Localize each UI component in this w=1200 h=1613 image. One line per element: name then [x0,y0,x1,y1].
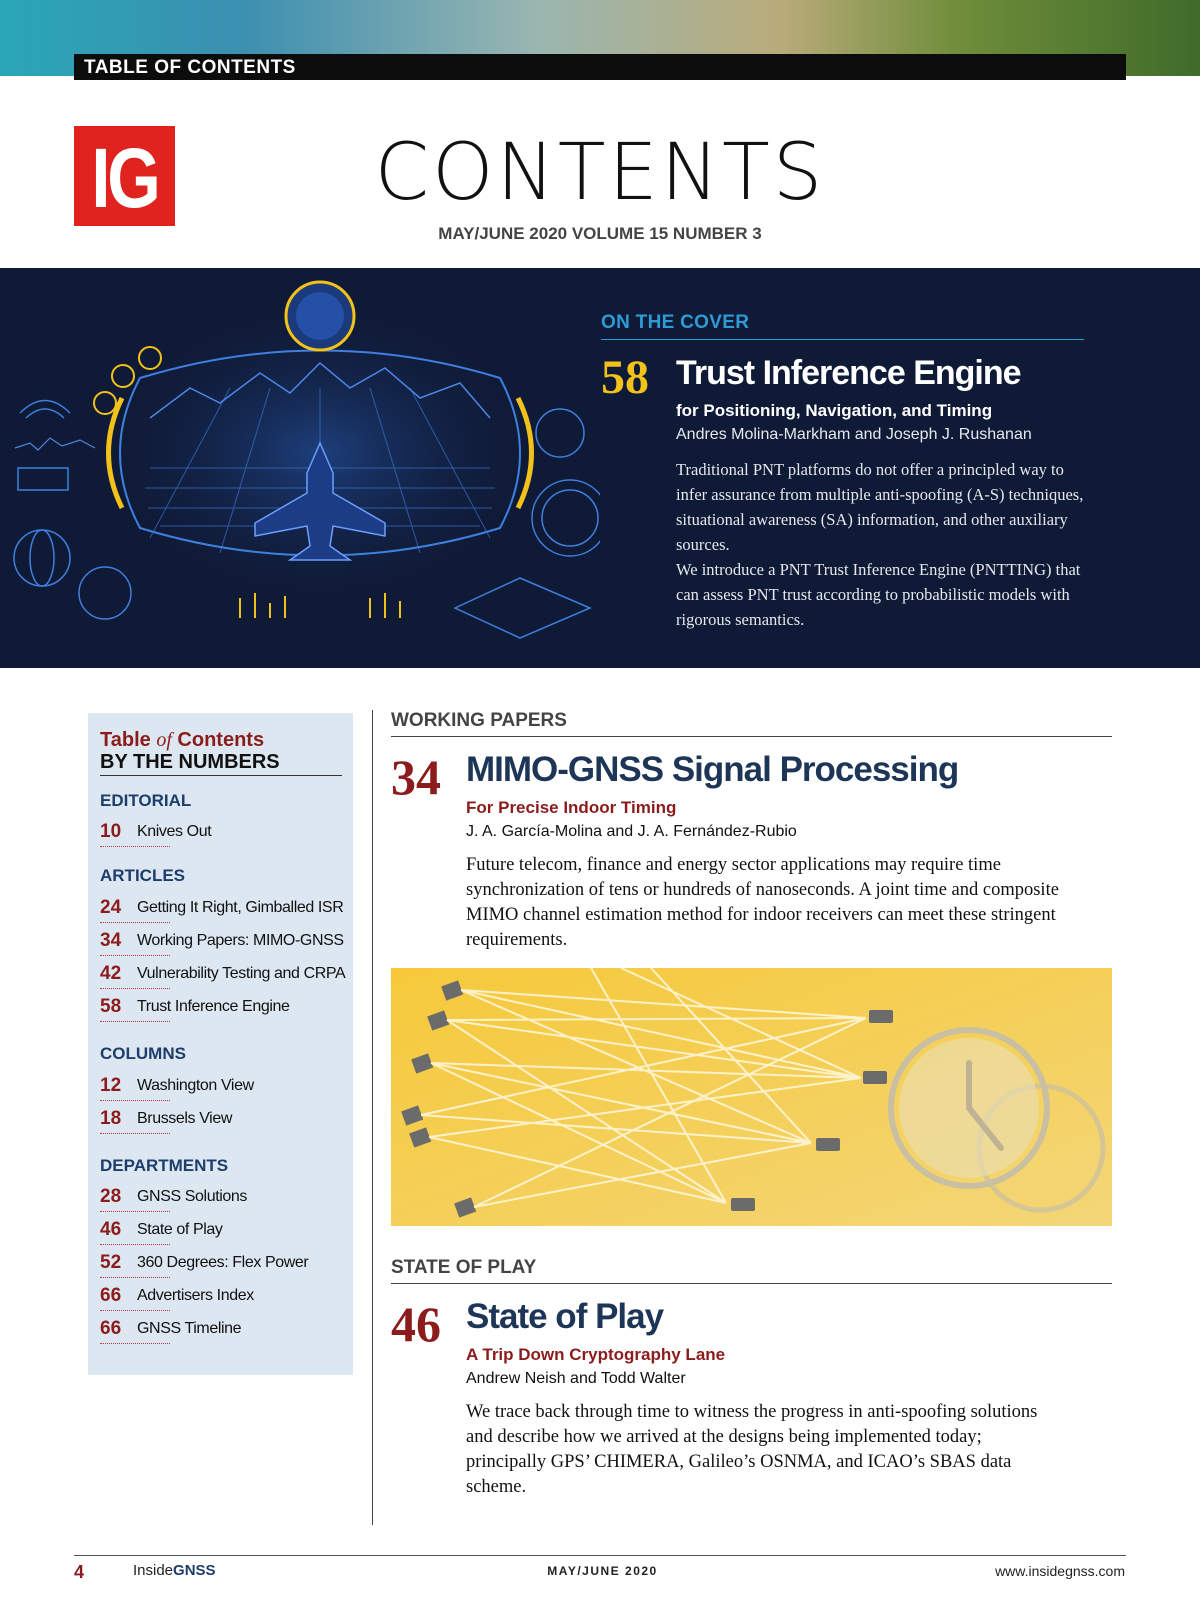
cover-description [676,457,1091,632]
section-divider [391,1283,1112,1284]
sidebar-item-label: GNSS Solutions [137,1188,248,1205]
cover-title[interactable]: Trust Inference Engine [676,354,1021,392]
sidebar-item-label: Washington View [137,1077,254,1094]
sidebar-title [100,729,264,752]
column-divider [372,710,373,1525]
cover-description-para-2: We introduce a PNT Trust Inference Engine (PNTTING) that can assess PNT trust according to probabilistic models with rigorous semantics. [676,560,1081,629]
article-authors: J. A. García-Molina and J. A. Fernández-Rubio [466,823,797,840]
sidebar-item-page: 52 [100,1252,122,1273]
sidebar-item-label: Brussels View [137,1110,232,1127]
section-heading-state-of-play: STATE OF PLAY [391,1257,537,1278]
cover-hud-illustration [0,268,600,668]
page-title: CONTENTS [374,128,826,218]
sidebar-item-page: 10 [100,821,122,842]
sidebar-item-page: 66 [100,1285,122,1306]
sidebar-section-editorial: EDITORIAL [100,791,192,810]
footer-date: MAY/JUNE 2020 [547,1564,658,1578]
sidebar-section-articles: ARTICLES [100,866,185,885]
article-title[interactable]: MIMO-GNSS Signal Processing [466,750,959,789]
cover-authors: Andres Molina-Markham and Joseph J. Rushanan [676,426,1032,443]
section-heading-working-papers: WORKING PAPERS [391,710,567,731]
mimo-signal-illustration [391,968,1112,1226]
cover-description-para-1: Traditional PNT platforms do not offer a principled way to infer assurance from multiple anti-spoofing (A-S) techniques, situational awareness (SA) information, and other auxiliary sources. [676,460,1084,554]
sidebar-item-page: 42 [100,963,122,984]
section-label: TABLE OF CONTENTS [84,57,296,78]
sidebar-item-label: Knives Out [137,823,212,840]
sidebar-item-label: Getting It Right, Gimballed ISR [137,899,344,916]
section-divider [391,736,1112,737]
sidebar-item-label: GNSS Timeline [137,1320,242,1337]
sidebar-item[interactable] [100,895,344,923]
sidebar-item[interactable] [100,1106,232,1134]
sidebar-item-label: Trust Inference Engine [137,998,290,1015]
cover-subtitle: for Positioning, Navigation, and Timing [676,401,993,420]
sidebar-item-page: 66 [100,1318,122,1339]
sidebar-item-label: Vulnerability Testing and CRPA [137,965,346,982]
footer-page-number: 4 [74,1562,85,1582]
sidebar-item-page: 18 [100,1108,122,1129]
sidebar-item-page: 46 [100,1219,122,1240]
cover-label: ON THE COVER [601,312,750,333]
sidebar-item-page: 24 [100,897,122,918]
sidebar-item-label: Working Papers: MIMO-GNSS [137,932,344,949]
sidebar-item[interactable] [100,1073,254,1101]
article-description: Future telecom, finance and energy sector applications may require time synchronization of tens or hundreds of nanoseconds. A joint time and composite MIMO channel estimation method for indoor receivers can meet these stringent requirements. [466,855,1059,950]
sidebar-section-departments: DEPARTMENTS [100,1156,229,1175]
sidebar-item-label: 360 Degrees: Flex Power [137,1254,309,1271]
logo-text: IG [91,131,158,225]
sidebar-title-of: of [156,729,172,751]
sidebar-item-label: State of Play [137,1221,223,1238]
sidebar-item-page: 28 [100,1186,122,1207]
footer-url[interactable]: www.insidegnss.com [995,1563,1125,1579]
sidebar-item[interactable] [100,1250,309,1278]
sidebar-item[interactable] [100,1283,254,1311]
sidebar-title-part: Contents [171,729,265,751]
sidebar-item[interactable] [100,994,290,1022]
sidebar-subtitle: BY THE NUMBERS [100,751,280,773]
article-subtitle: For Precise Indoor Timing [466,798,677,817]
sidebar-item-page: 34 [100,930,122,951]
ig-logo [74,126,175,226]
sidebar-item[interactable] [100,1217,223,1245]
toc-by-numbers-sidebar [88,713,353,1375]
article-page-number[interactable]: 34 [391,749,441,805]
footer-brand-part: GNSS [173,1562,216,1579]
cover-feature [0,268,1200,668]
sidebar-item[interactable] [100,961,346,989]
section-header-bar [74,54,1126,80]
footer-divider [74,1555,1126,1556]
sidebar-item[interactable] [100,1184,248,1212]
article-subtitle: A Trip Down Cryptography Lane [466,1345,726,1364]
cover-page-number[interactable]: 58 [601,351,649,404]
article-page-number[interactable]: 46 [391,1296,441,1352]
sidebar-divider [100,775,342,776]
sidebar-item[interactable] [100,819,212,847]
sidebar-section-columns: COLUMNS [100,1044,186,1063]
sidebar-title-part: Table [100,729,157,751]
footer-brand [133,1562,216,1579]
sidebar-item[interactable] [100,1316,242,1344]
article-authors: Andrew Neish and Todd Walter [466,1370,686,1387]
article-description: We trace back through time to witness the progress in anti-spoofing solutions and describe how we arrived at the designs being implemented today; principally GPS’ CHIMERA, Galileo’s OSNMA, and ICAO’s SBAS data scheme. [466,1402,1038,1497]
article-title[interactable]: State of Play [466,1297,664,1336]
sidebar-item-page: 12 [100,1075,122,1096]
sidebar-item-label: Advertisers Index [137,1287,254,1304]
issue-info: MAY/JUNE 2020 VOLUME 15 NUMBER 3 [438,224,762,243]
cover-divider [601,339,1084,340]
sidebar-item-page: 58 [100,996,122,1017]
footer-brand-part: Inside [133,1562,174,1579]
sidebar-item[interactable] [100,928,344,956]
